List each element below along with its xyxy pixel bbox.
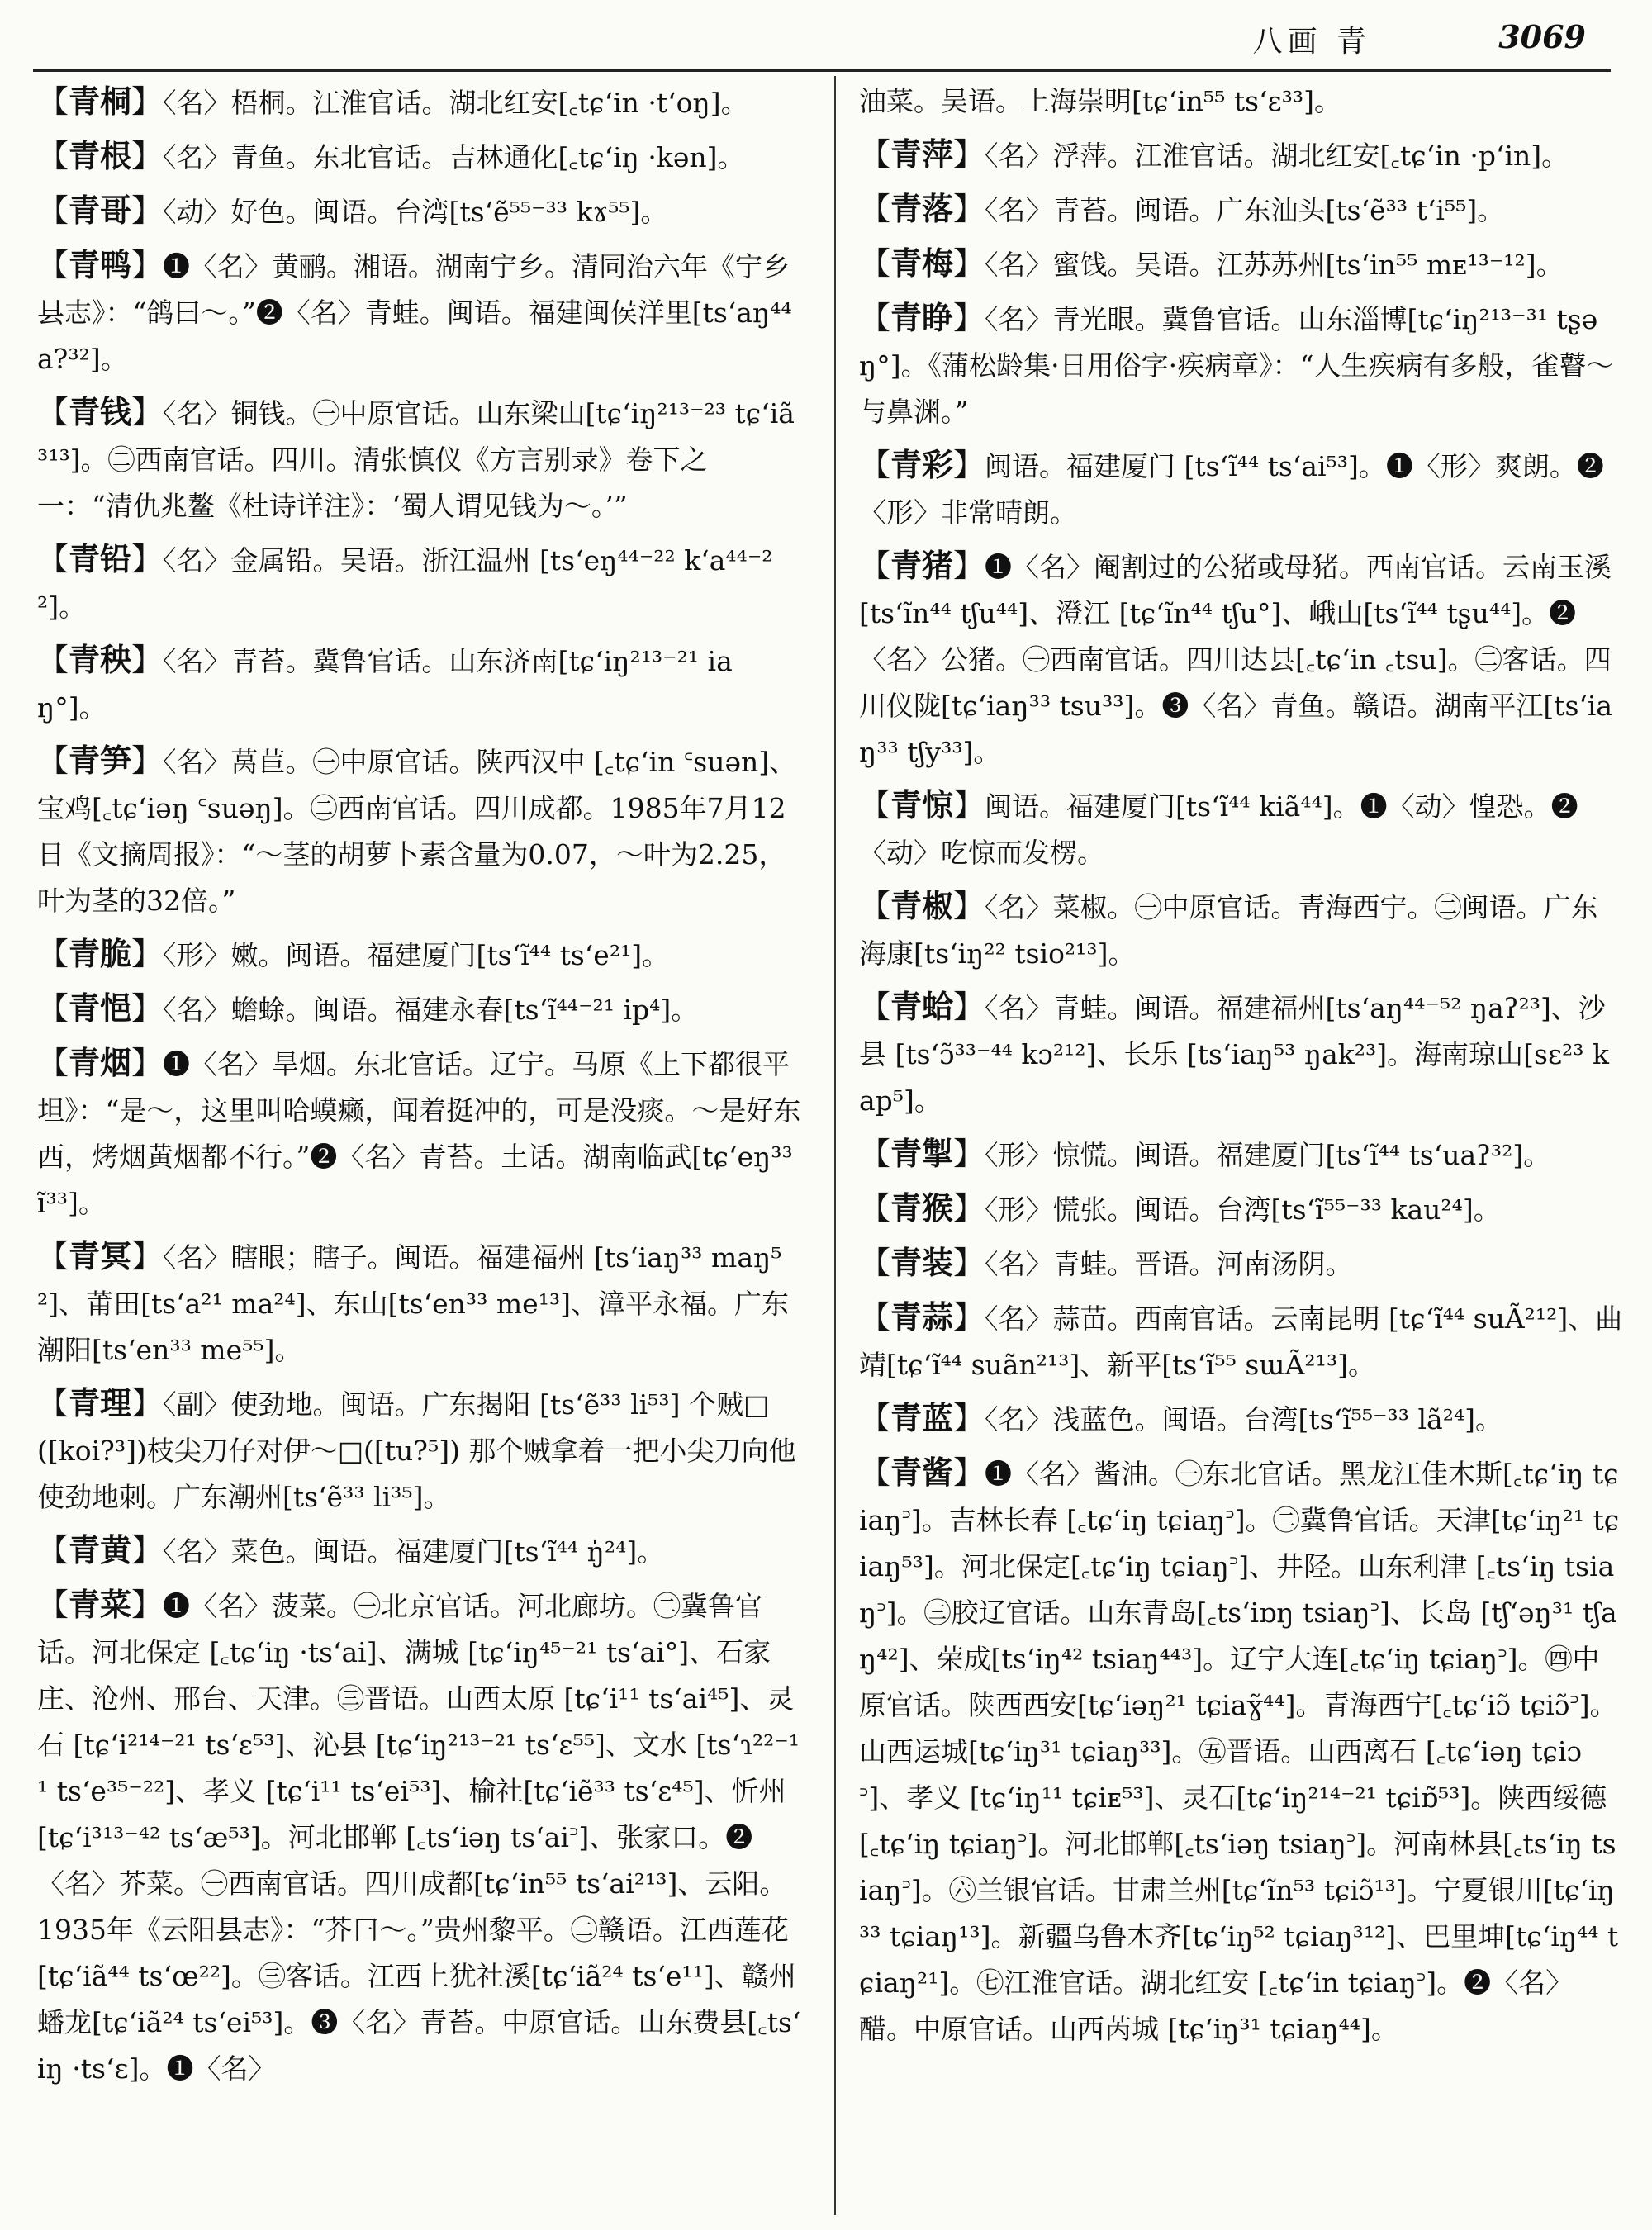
dictionary-entry: [859, 1450, 1623, 2052]
entry-headword: 【青蒜】: [859, 1299, 985, 1336]
entry-definition: 油菜。吴语。上海崇明[tɕʻin⁵⁵ tsʻɛ³³]。: [859, 85, 1341, 117]
entry-headword: 【青笋】: [37, 743, 164, 779]
entry-definition: 〈名〉青蛙。闽语。福建福州[tsʻaŋ⁴⁴⁻⁵² ŋaʔ²³]、沙县 [tsʻɔ̃³³⁻⁴⁴ kɔ²¹²]、长乐 [tsʻiaŋ⁵³ ŋak²³]。海南琼山[sɛ²³ kap⁵]。: [859, 992, 1609, 1117]
entry-headword: 【青装】: [859, 1245, 985, 1281]
entry-headword: 【青菜】: [37, 1587, 164, 1623]
section-label: 八画 青: [1252, 25, 1371, 59]
entry-headword: 【青落】: [859, 191, 985, 227]
entry-definition: 闽语。福建厦门 [tsʻĩ⁴⁴ tsʻai⁵³]。❶〈形〉爽朗。❷〈形〉非常晴朗。: [859, 450, 1604, 529]
entry-headword: 【青椒】: [859, 888, 985, 924]
dictionary-entry: [37, 536, 801, 630]
dictionary-entry: [37, 1582, 801, 2092]
dictionary-entry: [37, 738, 801, 924]
dictionary-entry: [37, 187, 801, 235]
left-column: [37, 78, 801, 2218]
entry-headword: 【青猴】: [859, 1190, 985, 1226]
entry-headword: 【青梅】: [859, 245, 985, 282]
entry-definition: 〈副〉使劲地。闽语。广东揭阳 [tsʻẽ³³ li⁵³] 个贼□([koi?³])枝尖刀仔对伊～□([tu?⁵]) 那个贼拿着一把小尖刀向他使劲地刺。广东潮州[tsʻẽ³³ li³⁵]。: [37, 1388, 796, 1513]
dictionary-entry: [859, 186, 1623, 234]
entry-definition: 〈名〉蜜饯。吴语。江苏苏州[tsʻin⁵⁵ mᴇ¹³⁻¹²]。: [985, 249, 1564, 281]
entry-headword: 【青酱】: [859, 1454, 985, 1491]
entry-definition: 〈形〉惊慌。闽语。福建厦门[tsʻĩ⁴⁴ tsʻuaʔ³²]。: [985, 1139, 1551, 1171]
entry-definition: 〈名〉铜钱。㊀中原官话。山东梁山[tɕʻiŋ²¹³⁻²³ tɕʻiã³¹³]。㊁西南官话。四川。清张慎仪《方言别录》卷下之一：“清仇兆鳌《杜诗详注》：‘蜀人谓见钱为～。’”: [37, 397, 795, 522]
entry-definition: 〈名〉蟾蜍。闽语。福建永春[tsʻĩ⁴⁴⁻²¹ ip⁴]。: [163, 994, 699, 1026]
entry-headword: 【青蛤】: [859, 989, 985, 1025]
entry-headword: 【青哥】: [37, 192, 164, 229]
entry-definition: 〈名〉青光眼。冀鲁官话。山东淄博[tɕʻiŋ²¹³⁻³¹ tʂəŋ°]。《蒲松龄集·日用俗字·疾病章》：“人生疾病有多般，雀瞽～与鼻渊。”: [859, 303, 1614, 428]
entry-headword: 【青睁】: [859, 300, 985, 336]
dictionary-entry: [859, 1131, 1623, 1179]
entry-definition: 〈名〉青蛙。晋语。河南汤阴。: [985, 1248, 1353, 1280]
entry-definition: 闽语。福建厦门[tsʻĩ⁴⁴ kiã⁴⁴]。❶〈动〉惶恐。❷〈动〉吃惊而发楞。: [859, 790, 1578, 869]
entry-headword: 【青秧】: [37, 642, 164, 678]
entry-headword: 【青掣】: [859, 1136, 985, 1172]
entry-headword: 【青蓝】: [859, 1400, 985, 1436]
entry-headword: 【青烟】: [37, 1045, 164, 1081]
column-divider: [834, 76, 836, 2215]
dictionary-entry: [37, 931, 801, 979]
entry-definition: 〈名〉蒜苗。西南官话。云南昆明 [tɕʻĩ⁴⁴ suÃ²¹²]、曲靖[tɕʻĩ⁴⁴ suãn²¹³]、新平[tsʻĩ⁵⁵ sɯÃ²¹³]。: [859, 1302, 1623, 1381]
dictionary-entry: [37, 1380, 801, 1521]
dictionary-entry: [37, 1233, 801, 1374]
entry-headword: 【青彩】: [859, 447, 985, 483]
dictionary-entry: [859, 295, 1623, 435]
dictionary-entry: [859, 883, 1623, 977]
entry-definition: 〈名〉青鱼。东北官话。吉林通化[꜀tɕʻiŋ ·kən]。: [163, 141, 745, 173]
entry-definition: 〈名〉菜色。闽语。福建厦门[tsʻĩ⁴⁴ ŋ̍²⁴]。: [163, 1535, 665, 1568]
page-number: 3069: [1498, 18, 1586, 55]
dictionary-entry: [859, 984, 1623, 1124]
dictionary-entry: [37, 78, 801, 126]
entry-definition: 〈名〉金属铅。吴语。浙江温州 [tsʻeŋ⁴⁴⁻²² kʻa⁴⁴⁻²²]。: [37, 544, 773, 623]
entry-headword: 【青悒】: [37, 990, 164, 1027]
entry-definition: 〈名〉莴苣。㊀中原官话。陕西汉中 [꜀tɕʻin ꜂suən]、宝鸡[꜀tɕʻiəŋ ꜂suəŋ]。㊁西南官话。四川成都。1985年7月12日《文摘周报》：“～茎的胡萝卜素含量为0.07，～叶为2.25，叶为茎的32倍。”: [37, 746, 797, 917]
entry-definition: ❶〈名〉黄鹂。湘语。湖南宁乡。清同治六年《宁乡县志》：“鸽曰～。”❷〈名〉青蛙。闽语。福建闽侯洋里[tsʻaŋ⁴⁴ a?³²]。: [37, 250, 792, 375]
dictionary-entry: [859, 1240, 1623, 1288]
entry-definition: 〈名〉浮萍。江淮官话。湖北红安[꜀tɕʻin ·pʻin]。: [985, 140, 1569, 172]
header-rule: [33, 69, 1611, 72]
dictionary-entry: [37, 1527, 801, 1575]
entry-headword: 【青根】: [37, 138, 164, 174]
dictionary-entry: [859, 442, 1623, 536]
entry-headword: 【青铅】: [37, 541, 164, 577]
dictionary-entry: [37, 133, 801, 181]
entry-definition: 〈名〉梧桐。江淮官话。湖北红安[꜀tɕʻin ·tʻoŋ]。: [163, 87, 748, 119]
entry-definition: 〈动〉好色。闽语。台湾[tsʻẽ⁵⁵⁻³³ kɤ⁵⁵]。: [163, 196, 668, 228]
entry-definition: 〈名〉瞎眼；瞎子。闽语。福建福州 [tsʻiaŋ³³ maŋ⁵²]、莆田[tsʻa²¹ ma²⁴]、东山[tsʻen³³ me¹³]、漳平永福。广东潮阳[tsʻen³³ me⁵⁵]。: [37, 1241, 790, 1366]
dictionary-entry: [859, 1185, 1623, 1233]
entry-headword: 【青脆】: [37, 936, 164, 972]
dictionary-entry: [37, 985, 801, 1033]
dictionary-entry: [37, 1040, 801, 1226]
entry-definition: 〈名〉浅蓝色。闽语。台湾[tsʻĩ⁵⁵⁻³³ lã²⁴]。: [985, 1403, 1503, 1435]
entry-headword: 【青鸭】: [37, 247, 164, 283]
dictionary-entry: [859, 240, 1623, 288]
entry-definition: 〈名〉菜椒。㊀中原官话。青海西宁。㊁闽语。广东海康[tsʻiŋ²² tsio²¹³]。: [859, 891, 1598, 970]
dictionary-entry: [37, 637, 801, 731]
dictionary-entry: [859, 543, 1623, 776]
entry-headword: 【青惊】: [859, 787, 985, 823]
entry-definition: ❶〈名〉菠菜。㊀北京官话。河北廊坊。㊁冀鲁官话。河北保定 [꜀tɕʻiŋ ·tsʻai]、满城 [tɕʻiŋ⁴⁵⁻²¹ tsʻai°]、石家庄、沧州、邢台、天津。㊂晋语。山西太原 [tɕʻi¹¹ tsʻai⁴⁵]、灵石 [tɕʻi²¹⁴⁻²¹ tsʻɛ⁵³]、沁县 [tɕʻiŋ²¹³⁻²¹ tsʻɛ⁵⁵]、文水 [tsʻɿ²²⁻¹¹ tsʻe³⁵⁻²²]、孝义 [tɕʻi¹¹ tsʻei⁵³]、榆社[tɕʻiẽ³³ tsʻɛ⁴⁵]、忻州[tɕʻi³¹³⁻⁴² tsʻæ⁵³]。河北邯郸 [꜀tsʻiəŋ tsʻai꜄]、张家口。❷〈名〉芥菜。㊀西南官话。四川成都[tɕʻin⁵⁵ tsʻai²¹³]、云阳。1935年《云阳县志》：“芥曰～。”贵州黎平。㊁赣语。江西莲花[tɕʻiã⁴⁴ tsʻœ²²]。㊂客话。江西上犹社溪[tɕʻiã²⁴ tsʻe¹¹]、赣州蟠龙[tɕʻiã²⁴ tsʻei⁵³]。❸〈名〉青苔。中原官话。山东费县[꜀tsʻiŋ ·tsʻɛ]。❶〈名〉: [37, 1590, 801, 2085]
dictionary-entry: [37, 242, 801, 382]
page-header: [851, 18, 1611, 61]
dictionary-entry: [859, 131, 1623, 179]
dictionary-entry: [37, 389, 801, 529]
dictionary-entry: [859, 78, 1623, 125]
entry-headword: 【青猪】: [859, 548, 985, 584]
entry-headword: 【青黄】: [37, 1532, 164, 1568]
entry-definition: 〈名〉青苔。冀鲁官话。山东济南[tɕʻiŋ²¹³⁻²¹ iaŋ°]。: [37, 645, 733, 724]
entry-headword: 【青萍】: [859, 136, 985, 173]
dictionary-entry: [859, 1294, 1623, 1388]
entry-definition: ❶〈名〉阉割过的公猪或母猪。西南官话。云南玉溪[tsʻĩn⁴⁴ tʃu⁴⁴]、澄江 [tɕʻĩn⁴⁴ tʃu°]、峨山[tsʻĩ⁴⁴ tʂu⁴⁴]。❷〈名〉公猪。㊀西南官话。四川达县[꜀tɕʻin ꜀tsu]。㊁客话。四川仪陇[tɕʻiaŋ³³ tsu³³]。❸〈名〉青鱼。赣语。湖南平江[tsʻiaŋ³³ tʃy³³]。: [859, 551, 1613, 768]
entry-definition: ❶〈名〉酱油。㊀东北官话。黑龙江佳木斯[꜀tɕʻiŋ tɕiaŋ꜄]。吉林长春 [꜀tɕʻiŋ tɕiaŋ꜄]。㊁冀鲁官话。天津[tɕʻiŋ²¹ tɕiaŋ⁵³]。河北保定[꜀tɕʻiŋ tɕiaŋ꜄]、井陉。山东利津 [꜀tsʻiŋ tsiaŋ꜄]。㊂胶辽官话。山东青岛[꜀tsʻiɒŋ tsiaŋ꜄]、长岛 [tʃʻəŋ³¹ tʃaŋ⁴²]、荣成[tsʻiŋ⁴² tsiaŋ⁴⁴³]。辽宁大连[꜀tɕʻiŋ tɕiaŋ꜄]。㊃中原官话。陕西西安[tɕʻiəŋ²¹ tɕiaɣ̃⁴⁴]。青海西宁[꜀tɕʻiɔ̃ tɕiɔ̃꜄]。山西运城[tɕʻiŋ³¹ tɕiaŋ³³]。㊄晋语。山西离石 [꜀tɕʻiəŋ tɕiɔ꜄]、孝义 [tɕʻiŋ¹¹ tɕiᴇ⁵³]、灵石[tɕʻiŋ²¹⁴⁻²¹ tɕiɒ̃⁵³]。陕西绥德[꜀tɕʻiŋ tɕiaŋ꜄]。河北邯郸[꜀tsʻiəŋ tsiaŋ꜄]。河南林县[꜀tsʻiŋ tsiaŋ꜄]。㊅兰银官话。甘肃兰州[tɕʻĩn⁵³ tɕiɔ̃¹³]。宁夏银川[tɕʻiŋ³³ tɕiaŋ¹³]。新疆乌鲁木齐[tɕʻiŋ⁵² tɕiaŋ³¹²]、巴里坤[tɕʻiŋ⁴⁴ tɕiaŋ²¹]。㊆江淮官话。湖北红安 [꜀tɕʻin tɕiaŋ꜄]。❷〈名〉醋。中原官话。山西芮城 [tɕʻiŋ³¹ tɕiaŋ⁴⁴]。: [859, 1458, 1620, 2045]
entry-definition: ❶〈名〉旱烟。东北官话。辽宁。马原《上下都很平坦》：“是～，这里叫哈蟆癞，闻着挺冲的，可是没痰。～是好东西，烤烟黄烟都不行。”❷〈名〉青苔。土话。湖南临武[tɕʻeŋ³³ ĩ³³]。: [37, 1048, 801, 1219]
dictionary-entry: [859, 1395, 1623, 1443]
dictionary-entry: [859, 782, 1623, 876]
entry-definition: 〈形〉嫩。闽语。福建厦门[tsʻĩ⁴⁴ tsʻe²¹]。: [163, 939, 670, 971]
right-column: [859, 78, 1623, 2218]
entry-definition: 〈形〉慌张。闽语。台湾[tsʻĩ⁵⁵⁻³³ kau²⁴]。: [985, 1193, 1501, 1226]
entry-headword: 【青桐】: [37, 83, 164, 120]
entry-definition: 〈名〉青苔。闽语。广东汕头[tsʻẽ³³ tʻi⁵⁵]。: [985, 194, 1505, 226]
entry-headword: 【青钱】: [37, 394, 164, 430]
entry-headword: 【青理】: [37, 1385, 164, 1421]
entry-headword: 【青冥】: [37, 1238, 164, 1274]
